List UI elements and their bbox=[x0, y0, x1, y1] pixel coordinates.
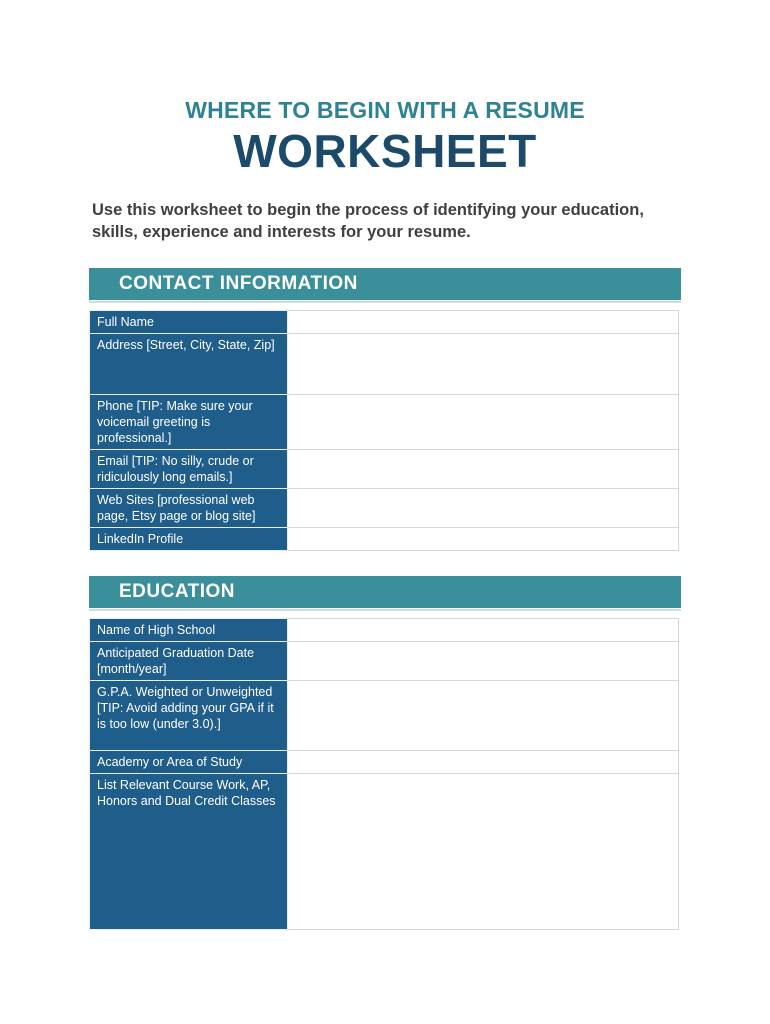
academy-field[interactable] bbox=[288, 751, 679, 774]
education-section-header: EDUCATION bbox=[89, 576, 681, 608]
address-label: Address [Street, City, State, Zip] bbox=[90, 334, 288, 395]
contact-section-header: CONTACT INFORMATION bbox=[89, 268, 681, 300]
table-row bbox=[90, 311, 679, 334]
table-row bbox=[90, 642, 679, 681]
table-row bbox=[90, 334, 679, 395]
intro-text: Use this worksheet to begin the process of identifying your education, skills, experience and interests for your resume. bbox=[92, 201, 644, 241]
full-name-field[interactable] bbox=[288, 311, 679, 334]
linkedin-field[interactable] bbox=[288, 528, 679, 551]
graduation-date-label: Anticipated Graduation Date [month/year] bbox=[90, 642, 288, 681]
table-row bbox=[90, 395, 679, 450]
table-row bbox=[90, 751, 679, 774]
worksheet-subtitle: WHERE TO BEGIN WITH A RESUME bbox=[185, 97, 585, 123]
phone-label: Phone [TIP: Make sure your voicemail greeting is professional.] bbox=[90, 395, 288, 450]
table-row bbox=[90, 619, 679, 642]
table-row bbox=[90, 528, 679, 551]
email-field[interactable] bbox=[288, 450, 679, 489]
email-label: Email [TIP: No silly, crude or ridiculously long emails.] bbox=[90, 450, 288, 489]
web-sites-label: Web Sites [professional web page, Etsy page or blog site] bbox=[90, 489, 288, 528]
table-row bbox=[90, 681, 679, 751]
address-field[interactable] bbox=[288, 334, 679, 395]
table-row bbox=[90, 489, 679, 528]
course-work-field[interactable] bbox=[288, 774, 679, 930]
table-row bbox=[90, 450, 679, 489]
education-table bbox=[89, 618, 679, 930]
graduation-date-field[interactable] bbox=[288, 642, 679, 681]
high-school-label: Name of High School bbox=[90, 619, 288, 642]
gpa-label: G.P.A. Weighted or Unweighted [TIP: Avoid adding your GPA if it is too low (under 3.0).] bbox=[90, 681, 288, 751]
gpa-field[interactable] bbox=[288, 681, 679, 751]
web-sites-field[interactable] bbox=[288, 489, 679, 528]
table-row bbox=[90, 774, 679, 930]
high-school-field[interactable] bbox=[288, 619, 679, 642]
academy-label: Academy or Area of Study bbox=[90, 751, 288, 774]
contact-table bbox=[89, 310, 679, 551]
worksheet-title: WORKSHEET bbox=[233, 125, 537, 177]
phone-field[interactable] bbox=[288, 395, 679, 450]
linkedin-label: LinkedIn Profile bbox=[90, 528, 288, 551]
course-work-label: List Relevant Course Work, AP, Honors and Dual Credit Classes bbox=[90, 774, 288, 930]
full-name-label: Full Name bbox=[90, 311, 288, 334]
